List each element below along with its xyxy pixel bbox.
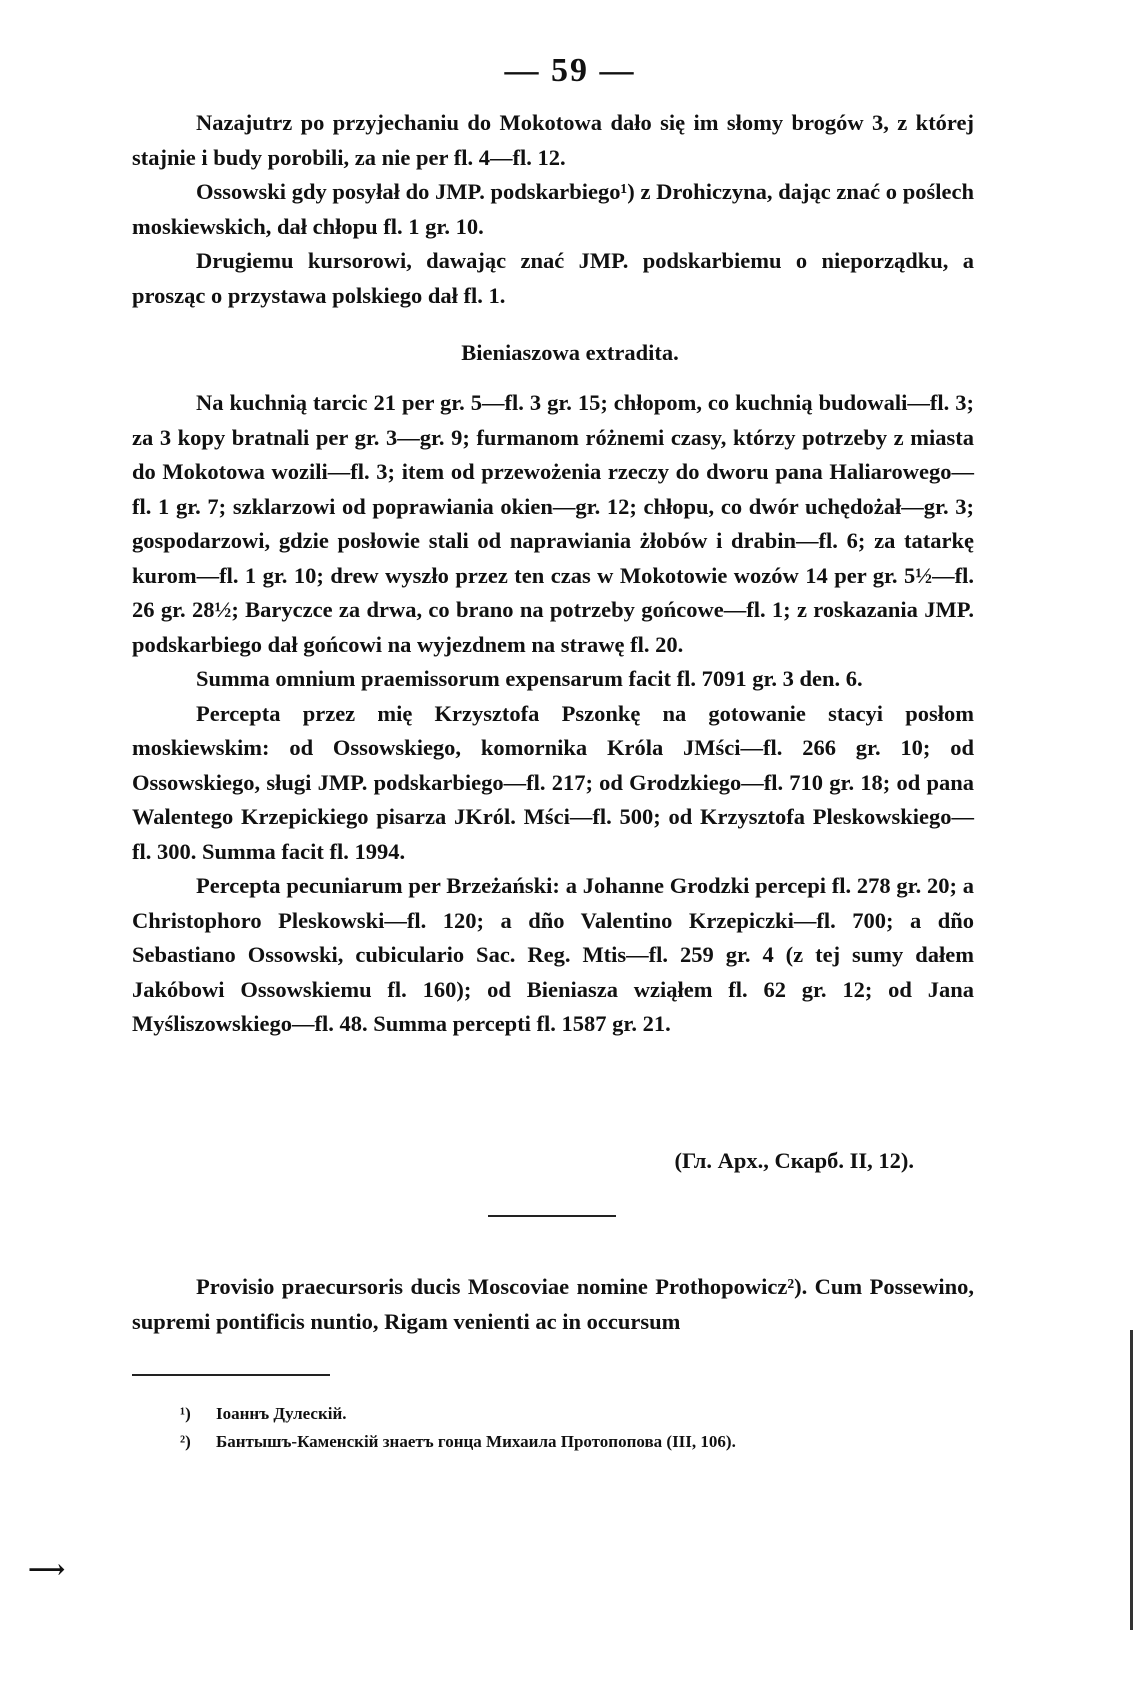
page-number: — 59 — xyxy=(504,52,636,89)
paragraph: Percepta przez mię Krzysztofa Pszonkę na gotowanie stacyi posłom moskiewskim: od Ossowskiego, komornika Króla JMści—fl. 266 gr. 10; od Ossowskiego, sługi JMP. podskarbiego—fl. 217; od Grodzkiego—fl. 710 gr. 18; od pana Walentego Krzepickiego pisarza JKról. Mści—fl. 500; od Krzysztofa Pleskowskiego—fl. 300. Summa facit fl. 1994. xyxy=(132,700,974,864)
paragraph: Provisio praecursoris ducis Moscoviae nomine Prothopowicz²). Cum Possewino, supremi pontificis nuntio, Rigam venienti ac in occursum xyxy=(132,1274,974,1334)
paragraph: Ossowski gdy posyłał do JMP. podskarbiego¹) z Drohiczyna, dając znać o poślech moskiewskich, dał chłopu fl. 1 gr. 10. xyxy=(132,179,974,239)
footnote xyxy=(132,1428,974,1456)
page-edge-line xyxy=(1130,1330,1133,1630)
section-one xyxy=(132,106,974,313)
paragraph: Summa omnium praemissorum expensarum facit fl. 7091 gr. 3 den. 6. xyxy=(196,666,863,691)
section-three xyxy=(132,1270,974,1339)
footnote-divider xyxy=(132,1374,330,1376)
paragraph: Na kuchnią tarcic 21 per gr. 5—fl. 3 gr. 15; chłopom, co kuchnią budowali—fl. 3; za 3 kopy bratnali per gr. 3—gr. 9; furmanom różnemi czasy, którzy potrzeby z miasta do Mokotowa wozili—fl. 3; item od przewożenia rzeczy do dworu pana Haliarowego—fl. 1 gr. 7; szklarzowi od poprawiania okien—gr. 12; chłopu, co dwór uchędożał—gr. 3; gospodarzowi, gdzie posłowie stali od naprawiania żłobów i drabin—fl. 6; za tatarkę kurom—fl. 1 gr. 10; drew wyszło przez ten czas w Mokotowie wozów 14 per gr. 5½—fl. 26 gr. 28½; Baryczce za drwa, co brano na potrzeby gońcowe—fl. 1; z roskazania JMP. podskarbiego dał gońcowi na wyjezdnem na strawę fl. 20. xyxy=(132,390,974,657)
section-divider xyxy=(488,1215,616,1217)
footnote-text: Іоаннъ Дулескій. xyxy=(216,1404,347,1423)
paragraph: Nazajutrz po przyjechaniu do Mokotowa dało się im słomy brogów 3, z której stajnie i budy porobili, za nie per fl. 4—fl. 12. xyxy=(132,110,974,170)
paragraph: Percepta pecuniarum per Brzeżański: a Johanne Grodzki percepi fl. 278 gr. 20; a Christophoro Pleskowski—fl. 120; a dño Valentino Krzepiczki—fl. 700; a dño Sebastiano Ossowski, cubiculario Sac. Reg. Mtis—fl. 259 gr. 4 (z tej sumy dałem Jakóbowi Ossowskiemu fl. 160); od Bieniasza wziąłem fl. 62 gr. 12; od Jana Myśliszowskiego—fl. 48. Summa percepti fl. 1587 gr. 21. xyxy=(132,873,974,1036)
section-two xyxy=(132,386,974,1042)
footnote-text: Бантышъ-Каменскій знаетъ гонца Михаила Протопопова (III, 106). xyxy=(216,1432,736,1451)
archive-source: (Гл. Арх., Скарб. II, 12). xyxy=(674,1148,914,1173)
footnote xyxy=(132,1400,974,1428)
paragraph: Drugiemu kursorowi, dawając znać JMP. podskarbiemu o nieporządku, a prosząc o przystawa polskiego dał fl. 1. xyxy=(132,248,974,308)
footnote-mark: ²) xyxy=(180,1432,191,1451)
arrow-icon: ⟶ xyxy=(28,1555,66,1585)
footnote-mark: ¹) xyxy=(180,1404,191,1423)
section-heading: Bieniaszowa extradita. xyxy=(461,340,679,365)
footnotes xyxy=(132,1400,974,1456)
